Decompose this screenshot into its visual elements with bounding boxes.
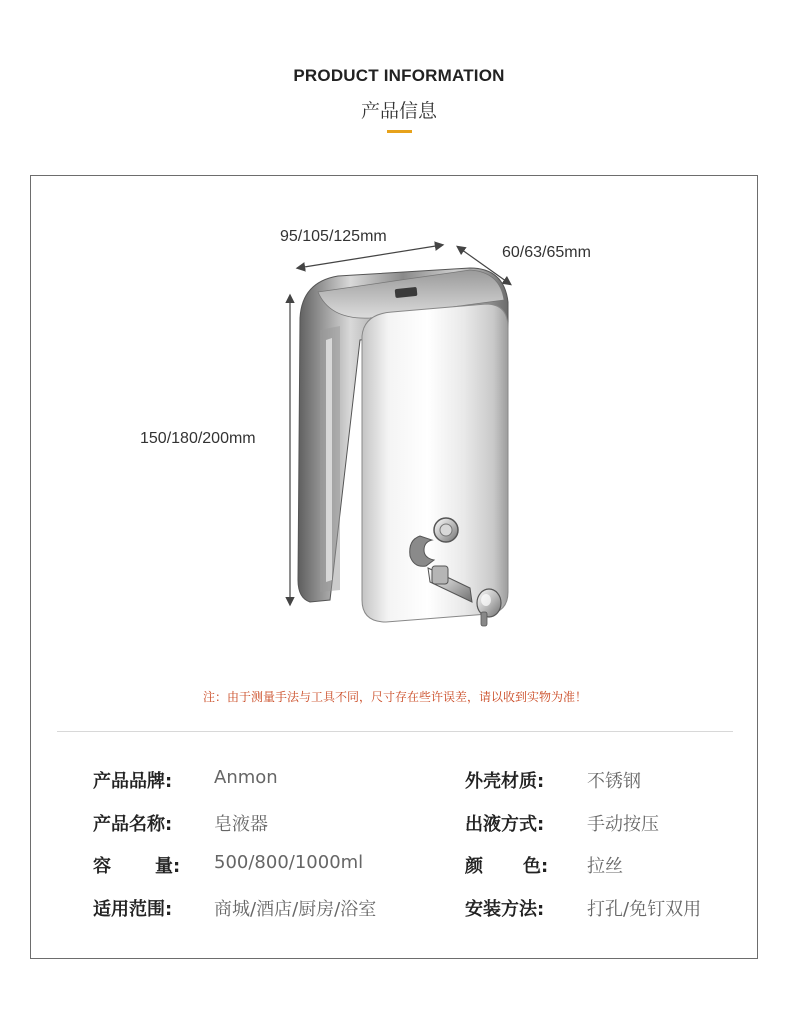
spec-label-install: 安装方法: — [465, 899, 545, 920]
spec-label-capacity-a: 容 — [93, 856, 111, 877]
section-title-en: PRODUCT INFORMATION — [293, 66, 505, 85]
spec-value-usage: 商城/酒店/厨房/浴室 — [214, 899, 377, 920]
measurement-note: 注：由于测量手法与工具不同，尺寸存在些许误差，请以收到实物为准！ — [202, 690, 587, 704]
spec-value-material: 不锈钢 — [587, 771, 641, 792]
depth-dimension-label: 60/63/65mm — [502, 244, 591, 261]
spec-label-name: 产品名称: — [93, 814, 173, 835]
section-title-cn: 产品信息 — [360, 100, 437, 122]
height-dimension-label: 150/180/200mm — [140, 430, 256, 447]
spec-value-name: 皂液器 — [214, 814, 268, 835]
divider — [57, 731, 733, 732]
spec-label-capacity-b: 量: — [155, 856, 181, 877]
spec-value-install: 打孔/免钉双用 — [587, 899, 702, 920]
spec-value-color: 拉丝 — [587, 856, 623, 877]
spec-label-color-b: 色: — [523, 856, 549, 877]
spec-value-dispense: 手动按压 — [587, 814, 659, 835]
spec-value-capacity: 500/800/1000ml — [214, 852, 364, 873]
width-dimension-label: 95/105/125mm — [280, 228, 387, 245]
spec-label-dispense: 出液方式: — [465, 814, 545, 835]
spec-value-brand: Anmon — [214, 767, 278, 788]
spec-label-usage: 适用范围: — [93, 899, 173, 920]
spec-label-brand: 产品品牌: — [93, 771, 173, 792]
spec-label-material: 外壳材质: — [465, 771, 545, 792]
spec-label-color-a: 颜 — [465, 856, 483, 877]
width-arrow — [298, 245, 442, 268]
